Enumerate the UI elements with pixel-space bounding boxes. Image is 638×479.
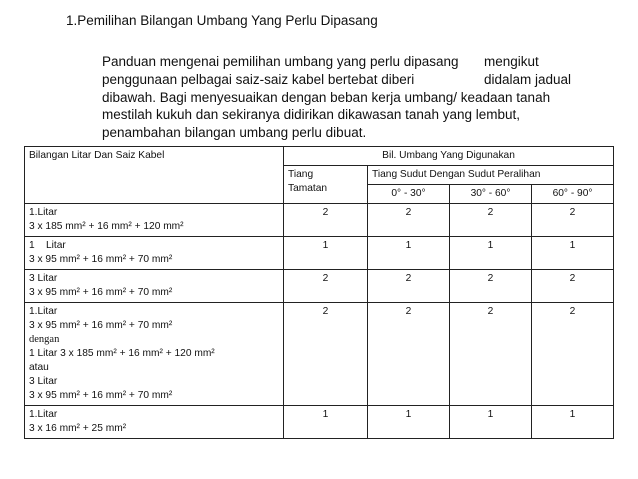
table-header-row [25, 147, 614, 166]
paragraph-line [102, 53, 602, 71]
paragraph-text: penggunaan pelbagai saiz-saiz kabel bertebat diberi [102, 71, 415, 87]
value-cell: 1 [532, 237, 614, 270]
desc-line: dengan [29, 334, 60, 345]
desc-line: 1.Litar [29, 207, 58, 218]
value-cell: 1 [450, 237, 532, 270]
section-heading: 1.Pemilihan Bilangan Umbang Yang Perlu Dipasang [66, 13, 378, 28]
value-cell: 2 [532, 303, 614, 406]
paragraph-line [102, 71, 602, 89]
header-range-60-90: 60° - 90° [532, 185, 614, 204]
header-range-0-30: 0° - 30° [368, 185, 450, 204]
value-cell: 2 [532, 204, 614, 237]
guidance-paragraph [102, 53, 602, 142]
value-cell: 2 [450, 270, 532, 303]
value-cell: 1 [532, 406, 614, 439]
value-cell: 2 [284, 303, 368, 406]
paragraph-line: mestilah kukuh dan sekiranya didirikan dikawasan tanah yang lembut, [102, 107, 520, 123]
paragraph-line: dibawah. Bagi menyesuaikan dengan beban kerja umbang/ keadaan tanah [102, 89, 551, 105]
header-range-30-60: 30° - 60° [450, 185, 532, 204]
value-cell: 2 [368, 303, 450, 406]
desc-line: 3 x 95 mm² + 16 mm² + 70 mm² [29, 254, 173, 265]
paragraph-text: didalam jadual [484, 71, 572, 87]
header-guy-count: Bil. Umbang Yang Digunakan [284, 147, 614, 166]
desc-line: 3 Litar [29, 273, 58, 284]
table-row [25, 270, 614, 303]
header-cable-size: Bilangan Litar Dan Saiz Kabel [25, 147, 284, 204]
desc-line: 1.Litar [29, 306, 58, 317]
paragraph-line: penambahan bilangan umbang perlu dibuat. [102, 125, 367, 141]
header-text: Tamatan [288, 183, 328, 194]
desc-line: 3 x 185 mm² + 16 mm² + 120 mm² [29, 221, 184, 232]
value-cell: 1 [284, 406, 368, 439]
table-row [25, 303, 614, 406]
cable-desc [25, 237, 284, 270]
header-text: Tiang [288, 169, 314, 180]
value-cell: 2 [450, 303, 532, 406]
value-cell: 2 [368, 204, 450, 237]
guy-count-table [24, 146, 614, 439]
desc-line: 3 Litar [29, 376, 58, 387]
cable-desc [25, 270, 284, 303]
desc-line: 1.Litar [29, 409, 58, 420]
cable-desc [25, 303, 284, 406]
header-terminal-pole [284, 166, 368, 204]
desc-line: 3 x 95 mm² + 16 mm² + 70 mm² [29, 390, 173, 401]
value-cell: 2 [450, 204, 532, 237]
desc-line: 3 x 95 mm² + 16 mm² + 70 mm² [29, 287, 173, 298]
table-row [25, 406, 614, 439]
value-cell: 2 [284, 204, 368, 237]
table-row [25, 204, 614, 237]
value-cell: 2 [532, 270, 614, 303]
desc-line: 3 x 16 mm² + 25 mm² [29, 423, 127, 434]
value-cell: 1 [284, 237, 368, 270]
desc-line: 1 Litar [29, 240, 66, 251]
cable-desc [25, 204, 284, 237]
desc-line: 1 Litar 3 x 185 mm² + 16 mm² + 120 mm² [29, 348, 215, 359]
desc-line: 3 x 95 mm² + 16 mm² + 70 mm² [29, 320, 173, 331]
header-angle-pole: Tiang Sudut Dengan Sudut Peralihan [368, 166, 614, 185]
table-row [25, 237, 614, 270]
value-cell: 1 [450, 406, 532, 439]
value-cell: 2 [368, 270, 450, 303]
value-cell: 2 [284, 270, 368, 303]
paragraph-text: Panduan mengenai pemilihan umbang yang perlu dipasang [102, 54, 459, 69]
desc-line: atau [29, 362, 49, 373]
value-cell: 1 [368, 406, 450, 439]
value-cell: 1 [368, 237, 450, 270]
cable-desc [25, 406, 284, 439]
paragraph-text: mengikut [484, 54, 539, 69]
